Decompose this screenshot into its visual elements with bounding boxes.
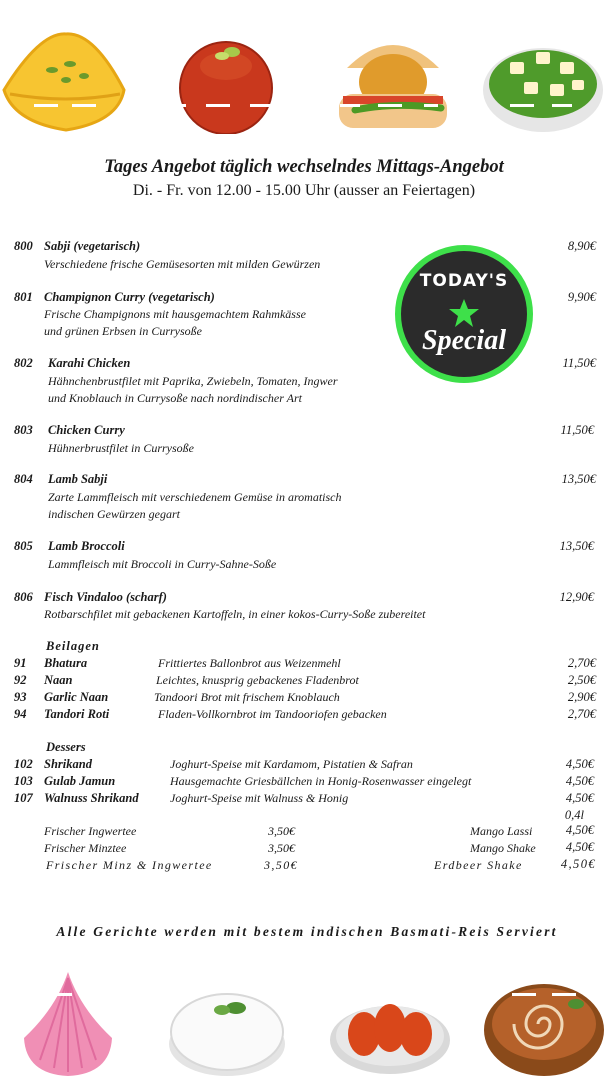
item-number: 806 <box>14 590 33 604</box>
item-price: 8,90€ <box>567 239 596 253</box>
drink-name: Mango Lassi <box>470 824 533 838</box>
drink-name: Mango Shake <box>470 841 536 855</box>
drink-price: 3,50€ <box>264 858 298 872</box>
rice-idli-icon <box>166 988 288 1078</box>
item-name: Fisch Vindaloo (scharf) <box>44 590 167 604</box>
item-description: Joghurt-Speise mit Kardamom, Pistatien & Safran <box>170 757 413 771</box>
item-price: 2,70€ <box>567 707 596 721</box>
item-price: 4,50€ <box>565 774 594 788</box>
item-number: 804 <box>14 472 33 486</box>
item-number: 802 <box>14 356 33 370</box>
item-number: 803 <box>14 423 33 437</box>
item-price: 12,90€ <box>559 590 594 604</box>
samosa-icon <box>0 30 130 134</box>
drink-price: 4,50€ <box>565 823 594 837</box>
drink-price: 4,50€ <box>565 840 594 854</box>
drink-price: 4,50€ <box>560 857 596 871</box>
item-description: Hausgemachte Griesbällchen in Honig-Rosenwasser eingelegt <box>170 774 472 788</box>
item-name: Shrikand <box>44 757 92 771</box>
item-description: Hühnerbrustfilet in Currysoße <box>48 441 194 455</box>
item-name: Lamb Broccoli <box>48 539 125 553</box>
volume-note: 0,4l <box>564 808 584 822</box>
drink-name: Frischer Minz & Ingwertee <box>46 858 213 872</box>
item-name: Naan <box>44 673 73 687</box>
item-number: 102 <box>14 757 33 771</box>
item-number: 805 <box>14 539 33 553</box>
item-price: 2,90€ <box>567 690 596 704</box>
item-price: 9,90€ <box>567 290 596 304</box>
item-name: Walnuss Shrikand <box>44 791 139 805</box>
item-price: 13,50€ <box>561 472 596 486</box>
laddu-icon <box>170 36 282 134</box>
item-price: 13,50€ <box>559 539 594 553</box>
item-description: Joghurt-Speise mit Walnuss & Honig <box>170 791 349 805</box>
item-number: 103 <box>14 774 33 788</box>
item-description: Tandoori Brot mit frischem Knoblauch <box>154 690 340 704</box>
badge-line1: TODAY'S <box>419 271 509 291</box>
drink-price: 3,50€ <box>268 824 295 838</box>
item-price: 2,50€ <box>567 673 596 687</box>
item-price: 4,50€ <box>565 757 594 771</box>
item-number: 92 <box>14 673 27 687</box>
item-description: Hähnchenbrustfilet mit Paprika, Zwiebeln, Tomaten, Ingwer <box>48 374 338 388</box>
item-name: Tandori Roti <box>44 707 110 721</box>
item-name: Champignon Curry (vegetarisch) <box>44 290 215 304</box>
drink-name: Frischer Minztee <box>44 841 127 855</box>
item-name: Bhatura <box>44 656 88 670</box>
item-name: Chicken Curry <box>48 423 125 437</box>
badge-line2: Special <box>422 325 506 356</box>
item-description: Frische Champignons mit hausgemachtem Rahmkässe <box>44 307 306 321</box>
item-name: Garlic Naan <box>44 690 109 704</box>
item-name: Gulab Jamun <box>44 774 116 788</box>
item-description: Lammfleisch mit Broccoli in Curry-Sahne-Soße <box>48 557 277 571</box>
section-title-dessers: Dessers <box>46 740 86 754</box>
item-number: 800 <box>14 239 33 253</box>
vada-pav-icon <box>333 28 453 134</box>
item-number: 801 <box>14 290 33 304</box>
item-name: Sabji (vegetarisch) <box>44 239 141 253</box>
item-description: und Knoblauch in Currysoße nach nordindischer Art <box>48 391 302 405</box>
item-price: 11,50€ <box>560 423 594 437</box>
curry-bowl-icon <box>482 978 606 1078</box>
item-name: Lamb Sabji <box>48 472 108 486</box>
item-description: und grünen Erbsen in Currysoße <box>44 324 202 338</box>
item-number: 94 <box>14 707 27 721</box>
drink-name: Erdbeer Shake <box>434 858 523 872</box>
item-description: Verschiedene frische Gemüsesorten mit milden Gewürzen <box>44 257 321 271</box>
page-title: Tages Angebot täglich wechselndes Mittags-Angebot <box>104 157 504 177</box>
item-name: Karahi Chicken <box>48 356 131 370</box>
item-description: Frittiertes Ballonbrot aus Weizenmehl <box>158 656 341 670</box>
tandoori-chicken-icon <box>328 984 452 1078</box>
item-price: 11,50€ <box>562 356 596 370</box>
page-subtitle: Di. - Fr. von 12.00 - 15.00 Uhr (ausser an Feiertagen) <box>132 182 476 199</box>
palak-paneer-icon <box>480 38 606 134</box>
section-title-beilagen: Beilagen <box>46 639 100 653</box>
drink-name: Frischer Ingwertee <box>44 824 137 838</box>
item-description: Leichtes, knusprig gebackenes Fladenbrot <box>156 673 359 687</box>
item-description: indischen Gewürzen gegart <box>48 507 180 521</box>
item-price: 4,50€ <box>565 791 594 805</box>
rice-note: Alle Gerichte werden mit bestem indischen Basmati-Reis Serviert <box>56 924 558 939</box>
todays-special-badge <box>395 245 533 383</box>
item-number: 107 <box>14 791 33 805</box>
item-description: Zarte Lammfleisch mit verschiedenem Gemüse in aromatisch <box>48 490 342 504</box>
modak-icon <box>16 968 120 1078</box>
item-description: Rotbarschfilet mit gebackenen Kartoffeln, in einer kokos-Curry-Soße zubereitet <box>44 607 426 621</box>
item-description: Fladen-Vollkornbrot im Tandooriofen gebacken <box>158 707 387 721</box>
drink-price: 3,50€ <box>268 841 295 855</box>
item-number: 91 <box>14 656 27 670</box>
item-number: 93 <box>14 690 27 704</box>
item-price: 2,70€ <box>567 656 596 670</box>
